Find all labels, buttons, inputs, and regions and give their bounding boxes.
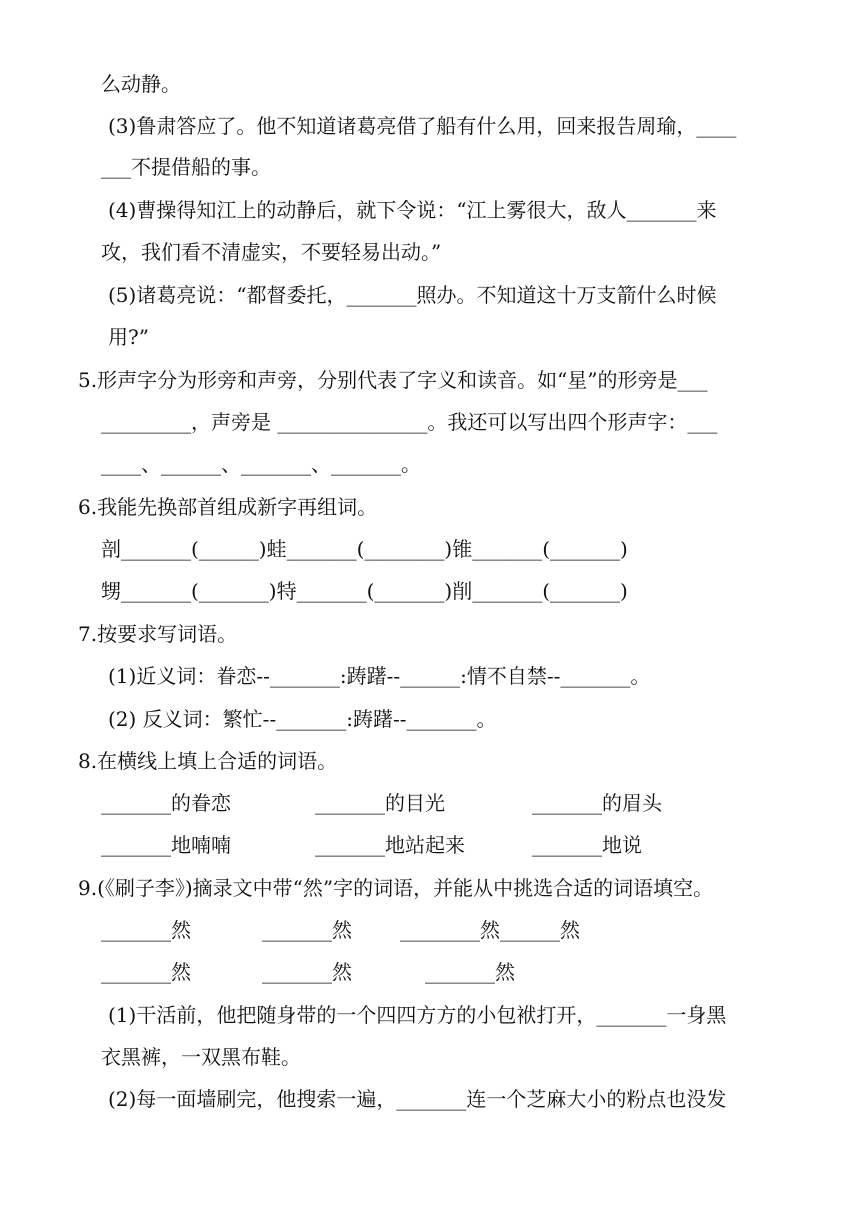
text-line: _______地站起来 (315, 833, 465, 857)
text-line: 么动静。 (101, 72, 181, 96)
question-6-line: 6.我能先换部首组成新字再组词。 (78, 495, 378, 519)
text-line: _______地说 (532, 833, 642, 857)
text-line: (3)鲁肃答应了。他不知道诸葛亮借了船有什么用，回来报告周瑜，____ (108, 114, 737, 138)
text-line: _______然 (262, 960, 352, 984)
text-line: 甥_______(_______)特_______(_______)削_______(_______) (101, 579, 628, 603)
text-line: _______然 (425, 960, 515, 984)
text-line: (4)曹操得知江上的动静后，就下令说：“江上雾很大，敌人_______来 (108, 198, 717, 222)
text-line: 用?” (108, 325, 149, 349)
text-line: 剖_______(______)蛙_______(________)锥_______(_______) (101, 537, 628, 561)
text-line: (1)干活前，他把随身带的一个四四方方的小包袱打开，_______一身黑 (108, 1003, 727, 1027)
question-7-line: 7.按要求写词语。 (78, 622, 238, 646)
text-line: _________，声旁是 _______________。我还可以写出四个形声字：___ (101, 410, 718, 434)
question-5-line: 5.形声字分为形旁和声旁，分别代表了字义和读音。如“星”的形旁是___ (78, 368, 708, 392)
question-8-line: 8.在横线上填上合适的词语。 (78, 749, 338, 773)
text-line: (1)近义词：眷恋--_______:踌躇--______:情不自禁--_______。 (108, 664, 651, 688)
text-line: _______然 (262, 918, 352, 942)
text-line: ________然______然 (400, 918, 580, 942)
text-line: _______然 (101, 960, 191, 984)
text-line: _______的眷恋 (101, 791, 231, 815)
text-line: _______的眉头 (532, 791, 662, 815)
text-line: (2) 反义词：繁忙--_______:踌躇--_______。 (108, 707, 497, 731)
text-line: _______的目光 (315, 791, 445, 815)
text-line: 衣黑裤，一双黑布鞋。 (101, 1045, 301, 1069)
question-9-line: 9.(《刷子李》)摘录文中带“然”字的词语，并能从中挑选合适的词语填空。 (78, 876, 714, 900)
text-line: 攻，我们看不清虚实，不要轻易出动。” (101, 240, 442, 264)
text-line: (5)诸葛亮说：“都督委托，_______照办。不知道这十万支箭什么时候 (108, 283, 717, 307)
text-line: ____、______、_______、_______。 (101, 452, 421, 476)
text-line: _______地喃喃 (101, 833, 231, 857)
text-line: _______然 (101, 918, 191, 942)
text-line: (2)每一面墙刷完，他搜索一遍，_______连一个芝麻大小的粉点也没发 (108, 1087, 727, 1111)
text-line: ___不提借船的事。 (101, 155, 271, 179)
